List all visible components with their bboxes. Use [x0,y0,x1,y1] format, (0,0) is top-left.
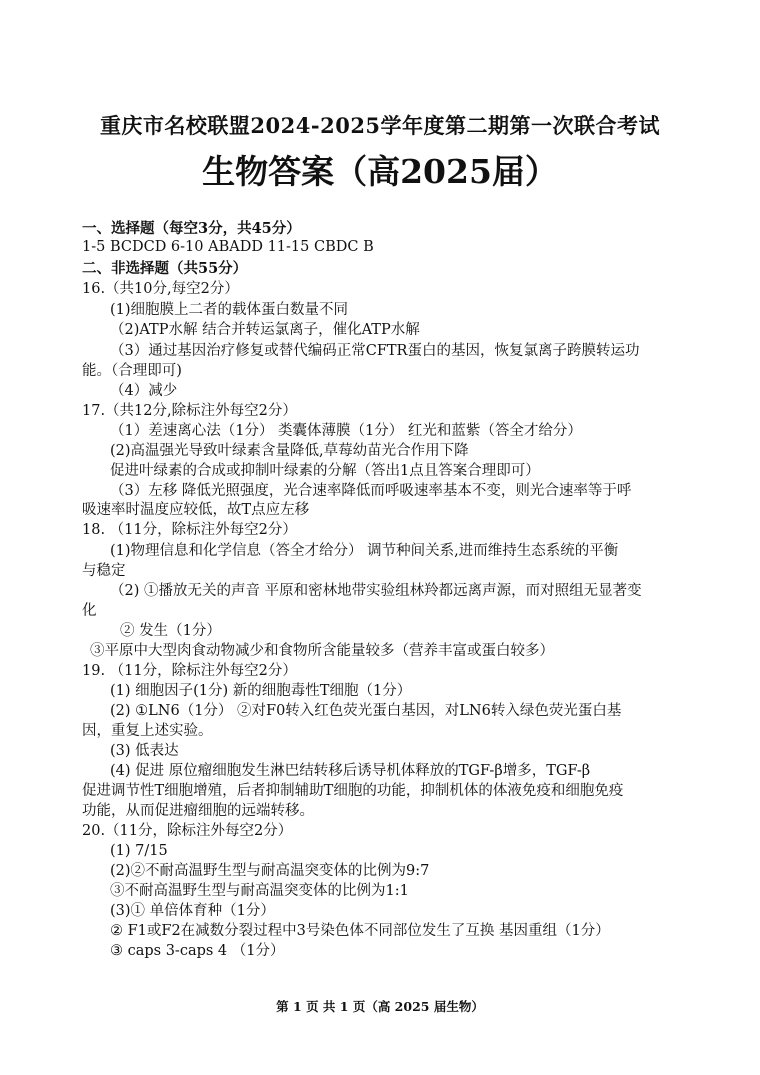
q19-answer-3: (3) 低表达 [110,743,179,759]
q16-answer-4: （4）减少 [110,383,178,399]
exam-title: 重庆市名校联盟2024-2025学年度第二期第一次联合考试 [99,113,661,138]
q17-answer-3-cont: 吸速率时温度应较低，故T点应左移 [82,502,310,518]
q19-answer-4-cont: 促进调节性T细胞增殖，后者抑制辅助T细胞的功能，抑制机体的体液免疫和细胞免疫 [82,783,624,799]
q17-answer-3: （3）左移 降低光照强度，光合速率降低而呼吸速率基本不变，则光合速率等于呼 [110,483,632,499]
q18-answer-1: (1)物理信息和化学信息（答全才给分） 调节种间关系,进而维持生态系统的平衡 [110,543,619,559]
q19-answer-4: (4) 促进 原位瘤细胞发生淋巴结转移后诱导机体释放的TGF-β增多，TGF-β [110,763,591,779]
q20-answer-3-cont2: ③ caps 3-caps 4 （1分） [110,943,285,959]
q19-answer-4-cont2: 功能，从而促进瘤细胞的远端转移。 [82,803,314,819]
section-choice-heading: 一、选择题（每空3分，共45分） [82,220,301,237]
section-nonchoice-heading: 二、非选择题（共55分） [82,260,248,277]
q18-answer-4: ③平原中大型肉食动物减少和食物所含能量较多（营养丰富或蛋白较多） [90,643,554,659]
q20-answer-3: (3)① 单倍体育种（1分） [110,903,275,919]
q20-heading: 20.（11分，除标注外每空2分） [82,823,293,839]
q20-answer-2-cont: ③不耐高温野生型与耐高温突变体的比例为1:1 [110,883,409,899]
q16-answer-1: (1)细胞膜上二者的载体蛋白数量不同 [110,302,349,318]
q17-heading: 17.（共12分,除标注外每空2分） [82,403,297,419]
q19-heading: 19. （11分，除标注外每空2分） [82,663,297,679]
q18-answer-3: ② 发生（1分） [120,623,221,639]
page-footer: 第 1 页 共 1 页（高 2025 届生物） [276,999,484,1014]
q17-answer-1: （1）差速离心法（1分） 类囊体薄膜（1分） 红光和蓝紫（答全才给分） [110,423,582,439]
q16-answer-3: （3）通过基因治疗修复或替代编码正常CFTR蛋白的基因，恢复氯离子跨膜转运功 [110,343,640,359]
q18-answer-2-cont: 化 [82,603,97,619]
q17-answer-2: (2)高温强光导致叶绿素含量降低,草莓幼苗光合作用下降 [110,443,469,459]
q18-answer-2: （2) ①播放无关的声音 平原和密林地带实验组林羚都远离声源，而对照组无显著变 [110,583,642,599]
q19-answer-1: (1) 细胞因子(1分) 新的细胞毒性T细胞（1分） [110,683,412,699]
q16-answer-3-cont: 能。（合理即可) [82,363,182,379]
q17-answer-2-cont: 促进叶绿素的合成或抑制叶绿素的分解（答出1点且答案合理即可） [110,463,540,479]
q20-answer-2: (2)②不耐高温野生型与耐高温突变体的比例为9:7 [110,863,430,879]
q19-answer-2: (2) ①LN6（1分） ②对F0转入红色荧光蛋白基因，对LN6转入绿色荧光蛋白基 [110,703,622,719]
choice-answers: 1-5 BCDCD 6-10 ABADD 11-15 CBDC B [82,239,374,255]
q19-answer-2-cont: 因，重复上述实验。 [82,723,213,739]
q20-answer-3-cont: ② F1或F2在减数分裂过程中3号染色体不同部位发生了互换 基因重组（1分） [110,923,610,939]
q20-answer-1: (1) 7/15 [110,843,168,859]
answer-title: 生物答案（高2025届） [202,152,558,191]
q16-heading: 16.（共10分,每空2分） [82,281,239,297]
q18-heading: 18. （11分，除标注外每空2分） [82,522,297,538]
q18-answer-1-cont: 与稳定 [82,563,126,579]
q16-answer-2: （2)ATP水解 结合并转运氯离子，催化ATP水解 [110,322,420,338]
